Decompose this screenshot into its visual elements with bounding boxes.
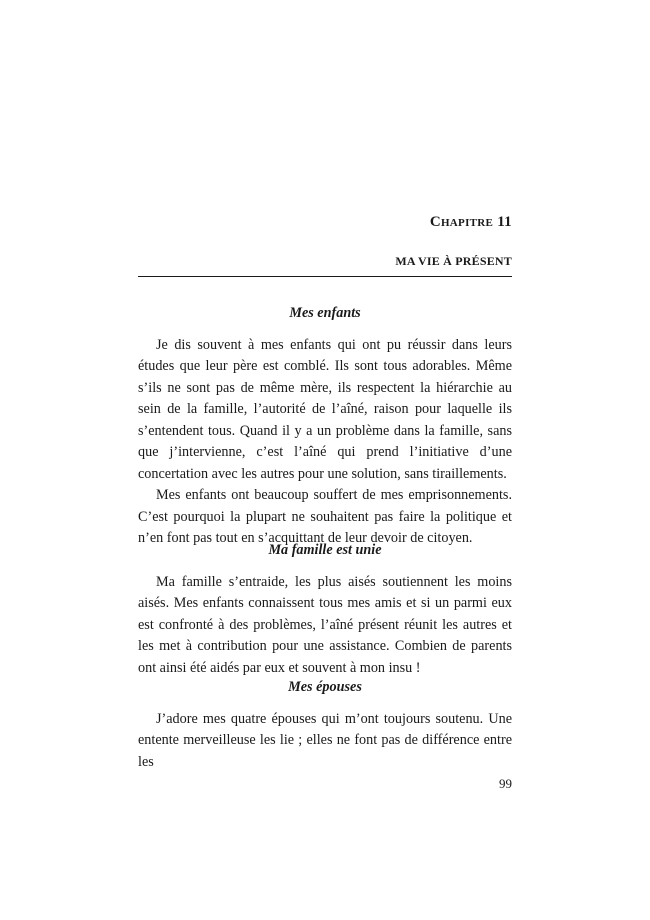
page-number: 99 bbox=[499, 776, 512, 791]
section-mes-enfants bbox=[138, 303, 512, 550]
chapter-divider bbox=[138, 276, 512, 277]
paragraph: Je dis souvent à mes enfants qui ont pu réussir dans leurs études que leur père est comblé. Ils sont tous adorables. Même s’ils ne sont pas de même mère, ils respectent la hiérarchie au sein de la famille, l’autorité de l’aîné, raison pour laquelle ils s’entendent tous. Quand il y a un problème dans la famille, sans que j’intervienne, c’est l’aîné qui prend l’initiative d’une concertation avec les autres pour une solution, sans tiraillements. bbox=[138, 336, 512, 482]
section-heading: Ma famille est unie bbox=[268, 542, 382, 558]
section-ma-famille-est-unie bbox=[138, 540, 512, 679]
chapter-title: MA VIE À PRÉSENT bbox=[395, 254, 512, 268]
section-heading: Mes enfants bbox=[289, 305, 361, 321]
chapter-number: Chapitre 11 bbox=[429, 214, 512, 230]
paragraph: Mes enfants ont beaucoup souffert de mes emprisonnements. C’est pourquoi la plupart ne souhaitent pas faire la politique et n’en font pas tout en s’acquittant de leur devoir de citoyen. bbox=[138, 487, 512, 546]
paragraph: J’adore mes quatre épouses qui m’ont toujours soutenu. Une entente merveilleuse les lie ; elles ne font pas de différence entre les bbox=[138, 710, 512, 770]
section-heading: Mes épouses bbox=[288, 679, 362, 695]
paragraph: Ma famille s’entraide, les plus aisés soutiennent les moins aisés. Mes enfants connaissent tous mes amis et si un parmi eux est confronté à des problèmes, l’aîné présent réunit les autres et les met à contribution pour une assistance. Combien de parents ont ainsi été aidés par eux et souvent à mon insu ! bbox=[138, 573, 512, 676]
section-mes-epouses bbox=[138, 677, 512, 773]
